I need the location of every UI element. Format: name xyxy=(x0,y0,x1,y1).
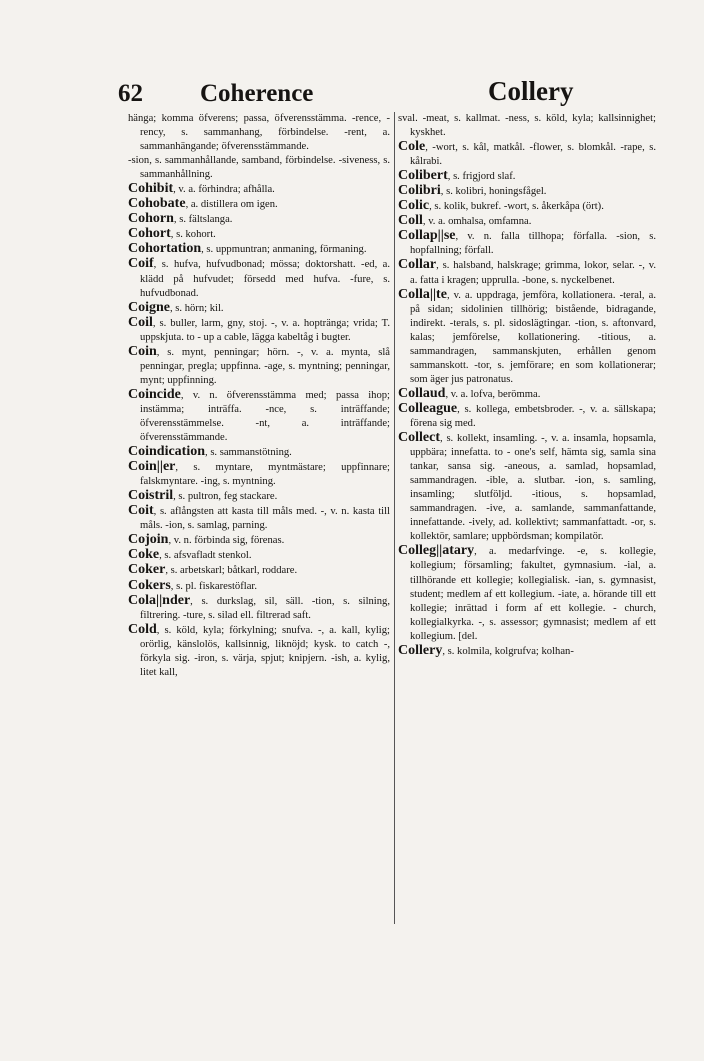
headword: Coit xyxy=(128,503,154,519)
entry-cohobate: Cohobate, a. distillera om igen. xyxy=(128,196,278,212)
headword: Colibert xyxy=(398,168,448,184)
entry-continuation: hänga; komma öfverens; passa, öfverensstämma. -rence, -rency, s. sammanhang, förbindelse. -rent, a. sammanhängande; öfverensstämmande. xyxy=(128,113,390,153)
entry-colibert: Colibert, s. frigjord slaf. xyxy=(398,168,516,184)
entry-cohibit: Cohibit, v. a. förhindra; afhålla. xyxy=(128,181,275,197)
headword: Collery xyxy=(398,642,443,658)
headword: Coin||er xyxy=(128,459,176,475)
entry-continuation: sval. -meat, s. kallmat. -ness, s. köld, kyla; kallsinnighet; kyskhet. xyxy=(398,113,656,139)
entry-coker: Coker, s. arbetskarl; båtkarl, roddare. xyxy=(128,562,298,578)
right-guide-word: Collery xyxy=(488,76,574,106)
headword: Coker xyxy=(128,562,166,578)
entry-cohortation: Cohortation, s. uppmuntran; anmaning, förmaning. xyxy=(128,241,367,257)
entry-coin: Coin, s. mynt, penningar; hörn. -, v. a. mynta, slå penningar, pregla; uppfinna. -age, s. myntning; penningar, mynt; uppfinning. xyxy=(128,343,390,386)
headword: Collap||se xyxy=(398,228,456,244)
headword: Cohort xyxy=(128,226,171,242)
headword: Cohibit xyxy=(128,181,174,197)
entry-collect: Collect, s. kollekt, insamling. -, v. a. insamla, hopsamla, uppbära; innefatta. to - one's self, hämta sig, samla sina tankar, sansa sig. -aneous, a. samlad, hopsamlad, sammandragen. -ible, a. slutbar. -ion, s. samling, insamling; slutföljd. -itious, s. hopsamlad, sammandragen. -ive, a. samlande, sammanfattande, innefattande. -ively, ad. kollektivt; sammanfattadt. -or, s. kollektör, samlare; uppbördsman; kompilatör. xyxy=(398,430,656,543)
entry-coigne: Coigne, s. hörn; kil. xyxy=(128,299,224,315)
headword: Cole xyxy=(398,139,426,155)
headword: Coil xyxy=(128,314,153,330)
headword: Cold xyxy=(128,621,157,637)
entry-cohort: Cohort, s. kohort. xyxy=(128,226,216,242)
entry-cokers: Cokers, s. pl. fiskarestöflar. xyxy=(128,577,257,593)
entry-coiner: Coin||er, s. myntare, myntmästare; uppfinnare; falskmyntare. -ing, s. myntning. xyxy=(128,459,390,488)
headword: Colic xyxy=(398,198,430,214)
headword: Colleague xyxy=(398,400,458,416)
left-guide-word: Coherence xyxy=(200,80,314,107)
headword: Cohobate xyxy=(128,196,186,212)
entry-colleague: Colleague, s. kollega, embetsbroder. -, v. a. sällskapa; förena sig med. xyxy=(398,400,656,429)
entry-collar: Collar, s. halsband, halskrage; grimma, lokor, selar. -, v. a. fatta i kragen; upprulla. -bone, s. nyckelbenet. xyxy=(398,257,656,286)
page-number: 62 xyxy=(118,80,143,107)
entry-coindication: Coindication, s. sammanstötning. xyxy=(128,444,292,460)
headword: Coin xyxy=(128,343,157,359)
headword: Colibri xyxy=(398,183,441,199)
entry-collegatary: Colleg||atary, a. medarfvinge. -e, s. kollegie, kollegium; församling; fakultet, gymnasium. -ial, a. tillhörande ett kollegie; kollegialisk. -ian, s. gymnasist, student; medlem af ett kollegium. -iate, a. hörande till ett kollegie; inrättad i form af ett kollegie. - church, kollegialkyrka. -, s. assessor; gymnasist; medlem af ett kollegium. [del. xyxy=(398,543,656,642)
left-column xyxy=(128,112,390,680)
entry-coil: Coil, s. buller, larm, gny, stoj. -, v. a. hoptränga; vrida; T. uppskjuta. to - up a cable, lägga kabeltåg i bugter. xyxy=(128,314,390,343)
entry-coif: Coif, s. hufva, hufvudbonad; mössa; doktorshatt. -ed, a. klädd på hufvudet; försedd med hufva. -fure, s. hufvudbonad. xyxy=(128,256,390,299)
headword: Cokers xyxy=(128,577,171,593)
headword: Coistril xyxy=(128,488,174,504)
headword: Cola||nder xyxy=(128,592,191,608)
entry-colic: Colic, s. kolik, bukref. -wort, s. åkerkåpa (ört). xyxy=(398,198,604,214)
headword: Cohorn xyxy=(128,211,174,227)
entry-cold: Cold, s. köld, kyla; förkylning; snufva. -, a. kall, kylig; orörlig, känslolös, kallsinnig, liknöjd; kysk. to catch -, förkyla sig. -iron, s. värja, spjut; knipjern. -ish, a. kylig, litet kall, xyxy=(128,621,390,678)
entry-collaud: Collaud, v. a. lofva, berömma. xyxy=(398,385,541,401)
entry-collapse: Collap||se, v. n. falla tillhopa; förfalla. -sion, s. hopfallning; förfall. xyxy=(398,228,656,257)
entry-colander: Cola||nder, s. durkslag, sil, säll. -tion, s. silning, filtrering. -ture, s. silad ell. filtrerad saft. xyxy=(128,592,390,621)
headword: Coll xyxy=(398,213,423,229)
entry-cole: Cole, -wort, s. kål, matkål. -flower, s. blomkål. -rape, s. kålrabi. xyxy=(398,139,656,168)
headword: Coke xyxy=(128,547,160,563)
entry-coit: Coit, s. aflångsten att kasta till måls med. -, v. n. kasta till måls. -ion, s. samlag, parning. xyxy=(128,503,390,532)
headword: Collect xyxy=(398,430,440,446)
entry-continuation: -sion, s. sammanhållande, samband, förbindelse. -siveness, s. sammanhållning. xyxy=(128,155,390,181)
column-divider xyxy=(394,112,395,924)
entry-colibri: Colibri, s. kolibri, honingsfågel. xyxy=(398,183,547,199)
headword: Colleg||atary xyxy=(398,543,475,559)
entry-collate: Colla||te, v. a. uppdraga, jemföra, kollationera. -teral, a. på sidan; sidolinien tillhörig; bistående, bidragande, indirekt. -terals, s. pl. sidoslägtingar. -tion, s. aftonvard, kalas; jemförelse, kollationering. -titious, a. sammandragen, sammanskjuten, erhållen genom sammanskott. -tor, s. jemförare; en som kollationerar; som äger jus patronatus. xyxy=(398,286,656,385)
entry-cohorn: Cohorn, s. fältslanga. xyxy=(128,211,233,227)
page-header xyxy=(0,72,704,112)
headword: Collaud xyxy=(398,385,446,401)
headword: Coincide xyxy=(128,386,181,402)
entry-coincide: Coincide, v. n. öfverensstämma med; passa ihop; instämma; inträffa. -nce, s. inträffande; öfverensstämmelse. -nt, a. inträffande; öfverensstämmande. xyxy=(128,386,390,444)
headword: Cojoin xyxy=(128,532,169,548)
headword: Cohortation xyxy=(128,241,202,257)
headword: Coindication xyxy=(128,444,206,460)
headword: Coigne xyxy=(128,299,170,315)
entry-cojoin: Cojoin, v. n. förbinda sig, förenas. xyxy=(128,532,285,548)
headword: Coif xyxy=(128,256,154,272)
right-column xyxy=(398,112,656,659)
entry-coll: Coll, v. a. omhalsa, omfamna. xyxy=(398,213,532,229)
headword: Collar xyxy=(398,257,437,273)
headword: Colla||te xyxy=(398,286,447,302)
entry-coke: Coke, s. afsvafladt stenkol. xyxy=(128,547,252,563)
entry-collery: Collery, s. kolmila, kolgrufva; kolhan- xyxy=(398,642,574,658)
entry-coistril: Coistril, s. pultron, feg stackare. xyxy=(128,488,278,504)
